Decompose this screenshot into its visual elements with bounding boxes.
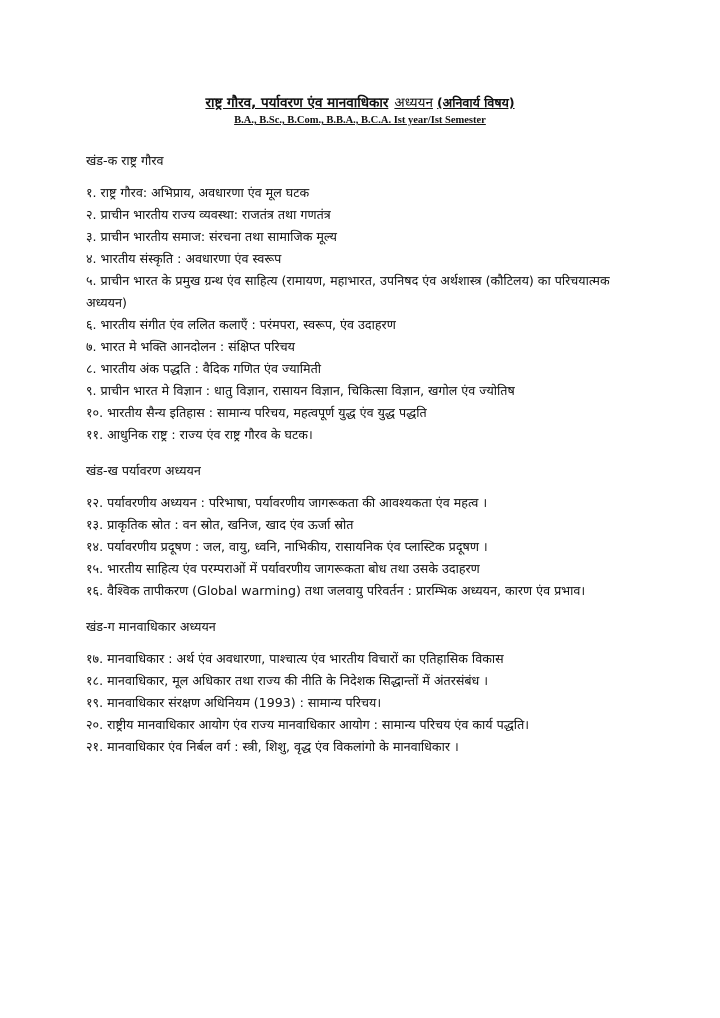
course-line: B.A., B.Sc., B.Com., B.B.A., B.C.A. Ist year/Ist Semester (234, 115, 486, 126)
section-a (86, 150, 626, 446)
document-title (0, 93, 720, 111)
section-heading: खंड-ग मानवाधिकार अध्ययन (86, 619, 216, 634)
list-item: ११. आधुनिक राष्ट्र : राज्य एंव राष्ट्र गौरव के घटक। (86, 427, 313, 442)
list-item: ९. प्राचीन भारत मे विज्ञान : धातु विज्ञान, रासायन विज्ञान, चिकित्सा विज्ञान, खगोल एंव ज्योतिष (86, 383, 515, 398)
list-item: १९. मानवाधिकार संरक्षण अधिनियम (1993) : सामान्य परिचय। (86, 695, 382, 710)
syllabus-content (86, 150, 626, 758)
section-b (86, 460, 626, 602)
list-item: ४. भारतीय संस्कृति : अवधारणा एंव स्वरूप (86, 251, 282, 266)
list-item: १७. मानवाधिकार : अर्थ एंव अवधारणा, पाश्चात्य एंव भारतीय विचारों का एतिहासिक विकास (86, 651, 504, 666)
title-tag: (अनिवार्य विषय) (436, 95, 515, 110)
list-item: १४. पर्यावरणीय प्रदूषण : जल, वायु, ध्वनि, नाभिकीय, रासायनिक एंव प्लास्टिक प्रदूषण । (86, 539, 488, 554)
list-item: ३. प्राचीन भारतीय समाज: संरचना तथा सामाजिक मूल्य (86, 229, 337, 244)
list-item: १. राष्ट्र गौरव: अभिप्राय, अवधारणा एंव मूल घटक (86, 185, 310, 200)
list-item: ६. भारतीय संगीत एंव ललित कलाएँ : परंमपरा, स्वरूप, एंव उदाहरण (86, 317, 396, 332)
list-item: १२. पर्यावरणीय अध्ययन : परिभाषा, पर्यावरणीय जागरूकता की आवश्यकता एंव महत्व । (86, 495, 488, 510)
list-item: ५. प्राचीन भारत के प्रमुख ग्रन्थ एंव साहित्य (रामायण, महाभारत, उपनिषद एंव अर्थशास्त्र (कौटिलय) का परिचयात्मक अध्ययन) (86, 273, 610, 310)
list-item: ८. भारतीय अंक पद्धति : वैदिक गणित एंव ज्यामिती (86, 361, 322, 376)
section-heading: खंड-क राष्ट्र गौरव (86, 153, 164, 168)
list-item: १८. मानवाधिकार, मूल अधिकार तथा राज्य की नीति के निदेशक सिद्धान्तों में अंतरसंबंध । (86, 673, 489, 688)
document-header (0, 93, 720, 126)
list-item: ७. भारत मे भक्ति आनदोलन : संक्षिप्त परिचय (86, 339, 295, 354)
list-item: १०. भारतीय सैन्य इतिहास : सामान्य परिचय, महत्वपूर्ण युद्ध एंव युद्ध पद्धति (86, 405, 427, 420)
list-item: १६. वैश्विक तापीकरण (Global warming) तथा जलवायु परिवर्तन : प्रारम्भिक अध्ययन, कारण एंव प्रभाव। (86, 583, 586, 598)
list-item: १३. प्राकृतिक स्रोत : वन स्रोत, खनिज, खाद एंव ऊर्जा स्रोत (86, 517, 354, 532)
section-c (86, 616, 626, 758)
list-item: २०. राष्ट्रीय मानवाधिकार आयोग एंव राज्य मानवाधिकार आयोग : सामान्य परिचय एंव कार्य पद्धति। (86, 717, 530, 732)
title-main: राष्ट्र गौरव, पर्यावरण एंव मानवाधिकार (205, 95, 389, 111)
section-heading: खंड-ख पर्यावरण अध्ययन (86, 463, 201, 478)
list-item: १५. भारतीय साहित्य एंव परम्पराओं में पर्यावरणीय जागरूकता बोध तथा उसके उदाहरण (86, 561, 480, 576)
list-item: २. प्राचीन भारतीय राज्य व्यवस्था: राजतंत्र तथा गणतंत्र (86, 207, 331, 222)
title-sub: अध्ययन (394, 95, 433, 111)
list-item: २१. मानवाधिकार एंव निर्बल वर्ग : स्त्री, शिशु, वृद्ध एंव विकलांगो के मानवाधिकार । (86, 739, 459, 754)
